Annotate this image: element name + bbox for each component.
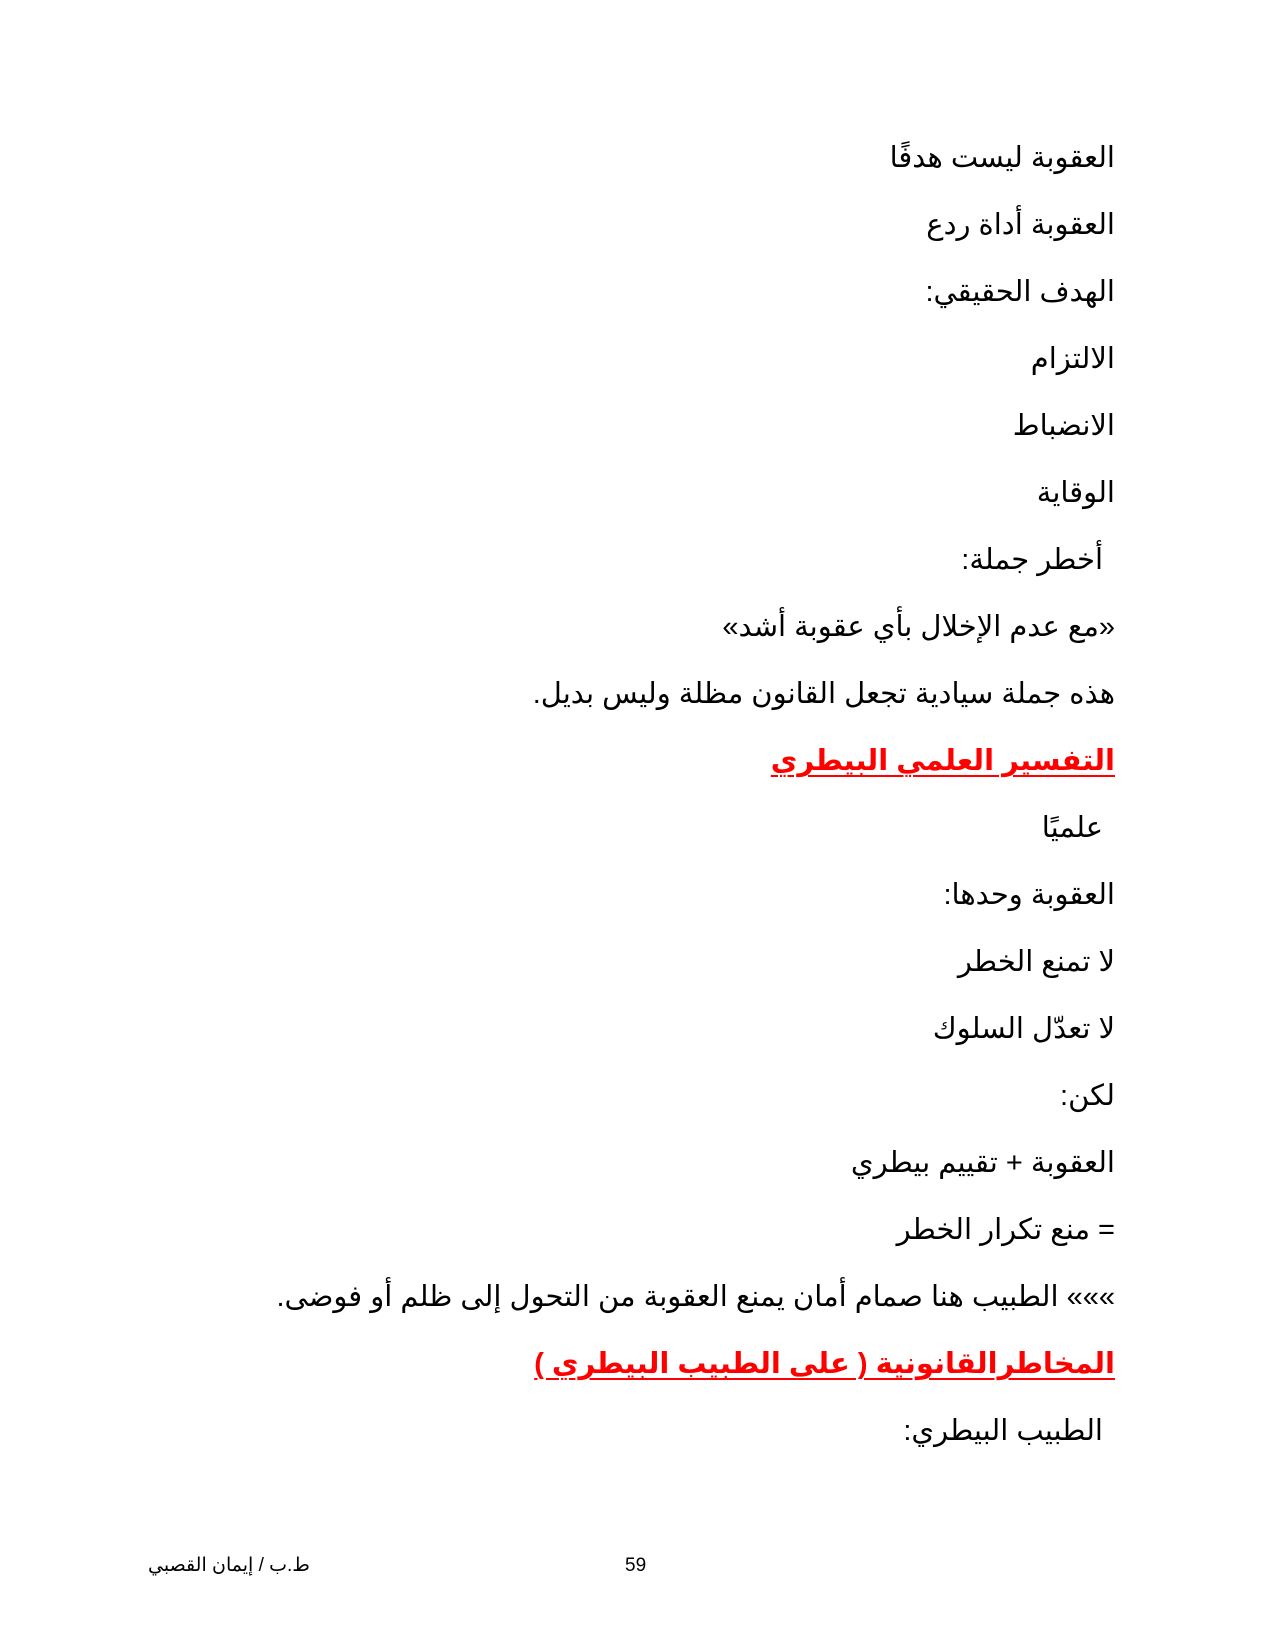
section-heading: المخاطرالقانونية ( على الطبيب البيطري )	[534, 1348, 1115, 1380]
text-line: الالتزام	[1030, 343, 1115, 375]
footer-author: ط.ب / إيمان القصبي	[148, 1555, 310, 1576]
text-line: علميًا	[1041, 812, 1103, 844]
text-line: العقوبة وحدها:	[943, 879, 1115, 911]
body-text	[215, 141, 1115, 1481]
text-line: الانضباط	[1012, 410, 1115, 442]
text-line: الوقاية	[1036, 477, 1115, 509]
text-line: «مع عدم الإخلال بأي عقوبة أشد»	[722, 611, 1115, 643]
text-line: العقوبة ليست هدفًا	[889, 142, 1115, 174]
page-number: 59	[625, 1555, 647, 1576]
section-heading: التفسير العلمي البيطري	[770, 745, 1115, 777]
text-line: = منع تكرار الخطر	[896, 1214, 1115, 1246]
text-line: الهدف الحقيقي:	[925, 276, 1115, 308]
text-line: العقوبة أداة ردع	[926, 209, 1115, 241]
text-line: »»» الطبيب هنا صمام أمان يمنع العقوبة من التحول إلى ظلم أو فوضى.	[276, 1281, 1115, 1313]
text-line: الطبيب البيطري:	[903, 1415, 1103, 1447]
text-line: هذه جملة سيادية تجعل القانون مظلة وليس بديل.	[532, 678, 1115, 710]
text-line: أخطر جملة:	[961, 544, 1103, 576]
text-line: لكن:	[1060, 1080, 1115, 1112]
text-line: لا تعدّل السلوك	[932, 1013, 1115, 1045]
text-line: العقوبة + تقييم بيطري	[850, 1147, 1115, 1179]
text-line: لا تمنع الخطر	[957, 946, 1115, 978]
